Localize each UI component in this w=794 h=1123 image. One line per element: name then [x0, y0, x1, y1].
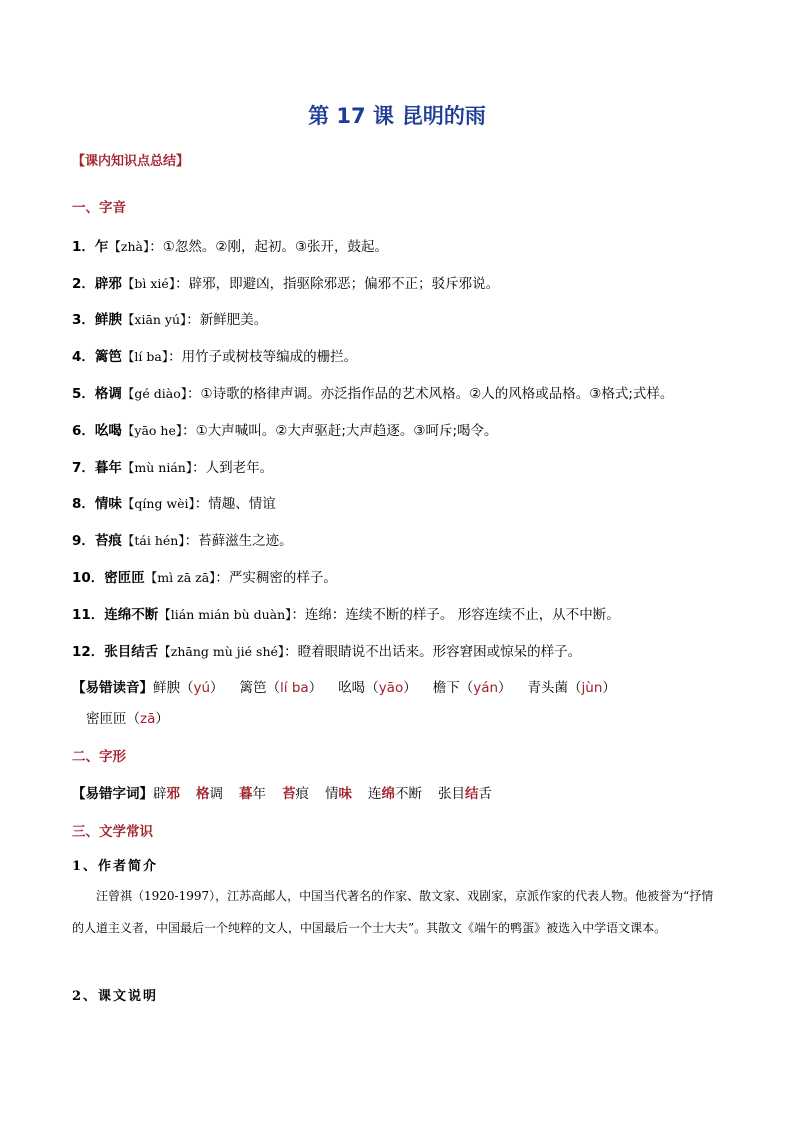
entry: 5．格调【gé diào】：①诗歌的格律声调。亦泛指作品的艺术风格。②人的风格或品格。③格式;式样。	[72, 386, 674, 402]
entry: 6．吆喝【yāo he】：①大声喊叫。②大声驱赶;大声趋逐。③呵斥;喝令。	[72, 423, 498, 439]
sub-author-intro: 1、作者简介	[72, 859, 159, 874]
lesson-number: 第 17 课	[308, 104, 394, 128]
easy-write-line: 【易错字词】辟邪 格调 暮年 苔痕 情味 连绵不断 张目结舌	[72, 786, 492, 802]
heading-glyphs: 二、字形	[72, 749, 126, 765]
entry: 3．鲜腴【xiān yú】：新鲜肥美。	[72, 312, 268, 328]
entry: 11．连绵不断【lián mián bù duàn】：连绵：连续不断的样子。 形容连续不止，从不中断。	[72, 607, 620, 623]
entry: 8．情味【qíng wèi】：情趣、情谊	[72, 496, 276, 512]
entry: 9．苔痕【tái hén】：苔藓滋生之迹。	[72, 533, 293, 549]
easy-read-line: 【易错读音】鲜腴（yú） 篱笆（lí ba） 吆喝（yāo） 檐下（yán） 青头菌（jùn）	[72, 680, 616, 696]
sub-text-notes: 2、课文说明	[72, 989, 159, 1004]
easy-read-label: 【易错读音】	[72, 680, 153, 696]
easy-read-line-2: 密匝匝（zā）	[86, 711, 169, 727]
entry: 12．张目结舌【zhāng mù jié shé】：瞪着眼睛说不出话来。形容窘困或惊呆的样子。	[72, 644, 582, 660]
entry: 10．密匝匝【mì zā zā】：严实稠密的样子。	[72, 570, 337, 586]
entry: 2．辟邪【bì xié】：辟邪，即避凶，指驱除邪恶；偏邪不正；驳斥邪说。	[72, 276, 500, 292]
heading-literature: 三、文学常识	[72, 824, 153, 840]
section-tag: 【课内知识点总结】	[72, 154, 190, 169]
heading-pronunciation: 一、字音	[72, 200, 126, 216]
easy-write-label: 【易错字词】	[72, 786, 153, 802]
lesson-title: 昆明的雨	[401, 104, 486, 128]
entry: 1．乍【zhà】：①忽然。②刚，起初。③张开，鼓起。	[72, 239, 389, 255]
page-title	[0, 100, 794, 130]
entry: 7．暮年【mù nián】：人到老年。	[72, 460, 274, 476]
author-paragraph: 汪曾祺（1920-1997），江苏高邮人，中国当代著名的作家、散文家、戏剧家，京派作家的代表人物。他被誉为“抒情的人道主义者，中国最后一个纯粹的文人，中国最后一个士大夫”。其散文《端午的鸭蛋》被选入中学语文课本。	[72, 889, 714, 935]
entry: 4．篱笆【lí ba】：用竹子或树枝等编成的栅拦。	[72, 349, 358, 365]
